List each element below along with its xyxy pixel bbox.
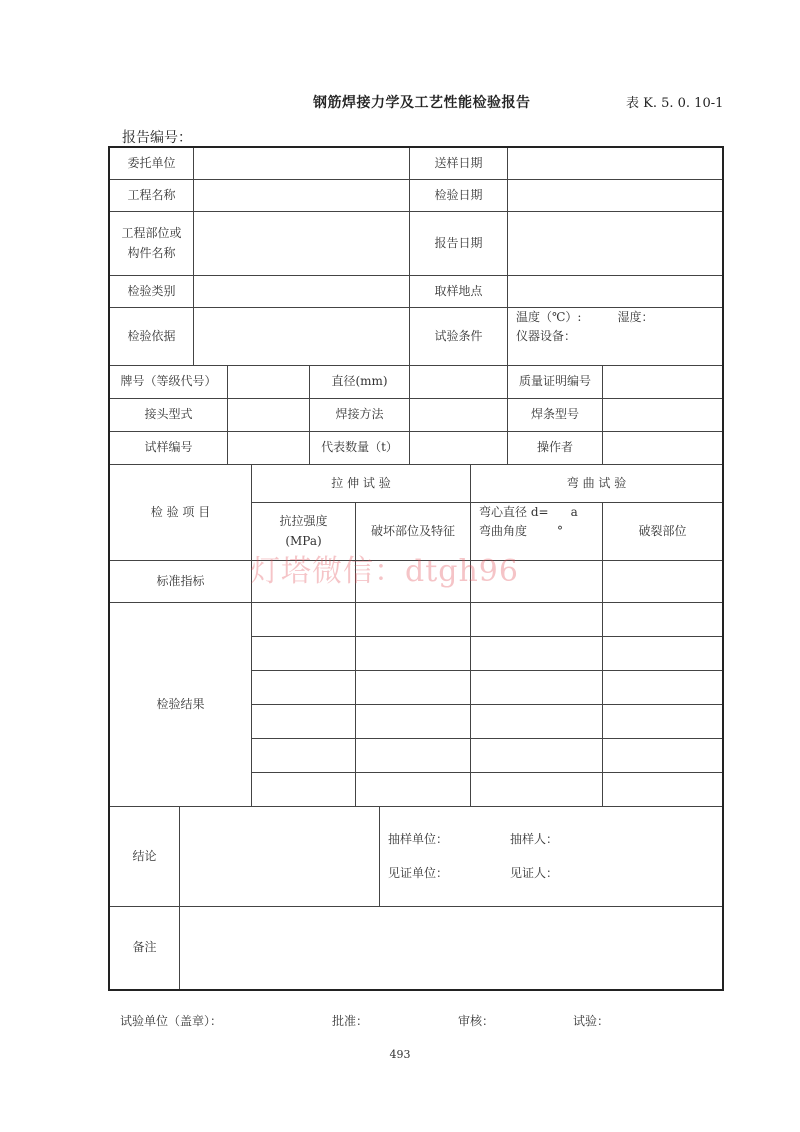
result-cell[interactable] [603, 637, 722, 671]
result-cell[interactable] [471, 739, 603, 773]
bend-angle-label: 弯曲角度 [479, 524, 528, 539]
grade-label: 牌号（等级代号） [110, 366, 228, 399]
electrode-label: 焊条型号 [508, 399, 603, 432]
send-date-label: 送样日期 [410, 148, 508, 180]
quality-cert-field[interactable] [603, 366, 722, 399]
result-cell[interactable] [252, 705, 356, 739]
result-cell[interactable] [603, 603, 722, 637]
result-cell[interactable] [252, 637, 356, 671]
rep-qty-label: 代表数量（t） [310, 432, 410, 465]
mandrel-label: 弯心直径 d= [479, 505, 549, 519]
fracture-position-header: 破坏部位及特征 [356, 503, 471, 561]
humidity-label: 湿度： [617, 310, 654, 324]
witness-unit-label: 见证单位： [388, 865, 449, 880]
result-cell[interactable] [356, 773, 471, 807]
sampling-site-field[interactable] [508, 276, 722, 308]
test-category-label: 检验类别 [110, 276, 194, 308]
result-cell[interactable] [471, 637, 603, 671]
degree-unit: ° [557, 524, 564, 539]
env-conditions [516, 308, 653, 327]
crack-position-header: 破裂部位 [603, 503, 722, 561]
quality-cert-label: 质量证明编号 [508, 366, 603, 399]
test-basis-label: 检验依据 [110, 308, 194, 366]
part-label-line2: 构件名称 [127, 245, 176, 260]
result-cell[interactable] [471, 671, 603, 705]
project-name-field[interactable] [194, 180, 410, 212]
report-number-label: 报告编号： [122, 130, 192, 146]
sampling-unit-label: 抽样单位： [388, 832, 449, 847]
result-cell[interactable] [471, 705, 603, 739]
conclusion-sign-area [380, 807, 722, 907]
witness-row [388, 864, 558, 883]
bend-test-header: 弯 曲 试 验 [471, 465, 722, 503]
watermark: 灯塔微信：dtgh96 [250, 554, 519, 589]
temperature-label: 温度（℃）: [516, 310, 582, 324]
test-date-label: 检验日期 [410, 180, 508, 212]
tester-label: 试验： [573, 1014, 610, 1028]
grade-field[interactable] [228, 366, 310, 399]
result-cell[interactable] [603, 739, 722, 773]
result-cell[interactable] [356, 739, 471, 773]
lab-stamp-label: 试验单位（盖章）： [120, 1014, 223, 1028]
approve-label: 批准： [332, 1014, 369, 1028]
form-title: 钢筋焊接力学及工艺性能检验报告 [313, 95, 531, 111]
mandrel-row [479, 503, 578, 522]
sample-no-label: 试样编号 [110, 432, 228, 465]
client-label: 委托单位 [110, 148, 194, 180]
result-cell[interactable] [603, 773, 722, 807]
test-date-field[interactable] [508, 180, 722, 212]
standard-crack-cell[interactable] [603, 561, 722, 603]
sampling-site-label: 取样地点 [410, 276, 508, 308]
report-date-field[interactable] [508, 212, 722, 276]
weld-method-field[interactable] [410, 399, 508, 432]
diameter-label: 直径(mm) [310, 366, 410, 399]
result-cell[interactable] [471, 773, 603, 807]
result-cell[interactable] [603, 705, 722, 739]
table-number: 表 K. 5. 0. 10-1 [626, 96, 724, 111]
result-cell[interactable] [252, 671, 356, 705]
sign-rows [388, 830, 558, 882]
weld-method-label: 焊接方法 [310, 399, 410, 432]
part-field[interactable] [194, 212, 410, 276]
client-field[interactable] [194, 148, 410, 180]
send-date-field[interactable] [508, 148, 722, 180]
witness-label: 见证人： [510, 865, 559, 880]
test-category-field[interactable] [194, 276, 410, 308]
report-date-label: 报告日期 [410, 212, 508, 276]
result-cell[interactable] [252, 603, 356, 637]
tensile-test-header: 拉 伸 试 验 [252, 465, 471, 503]
mandrel-unit: a [570, 505, 578, 519]
results-label: 检验结果 [110, 603, 252, 807]
tensile-strength-line1: 抗拉强度 [279, 514, 328, 529]
result-cell[interactable] [356, 671, 471, 705]
remarks-label: 备注 [110, 907, 180, 989]
result-cell[interactable] [252, 739, 356, 773]
result-cell[interactable] [356, 603, 471, 637]
sampler-label: 抽样人： [510, 832, 559, 847]
review-label: 审核： [458, 1014, 495, 1028]
sampling-row [388, 830, 558, 849]
result-cell[interactable] [603, 671, 722, 705]
part-label-line1: 工程部位或 [121, 226, 182, 241]
project-name-label: 工程名称 [110, 180, 194, 212]
conclusion-label: 结论 [110, 807, 180, 907]
standard-label: 标准指标 [110, 561, 252, 603]
test-basis-field[interactable] [194, 308, 410, 366]
page-number: 493 [389, 1048, 411, 1061]
result-cell[interactable] [252, 773, 356, 807]
part-label [110, 212, 194, 276]
joint-type-field[interactable] [228, 399, 310, 432]
sample-no-field[interactable] [228, 432, 310, 465]
operator-label: 操作者 [508, 432, 603, 465]
diameter-field[interactable] [410, 366, 508, 399]
tensile-strength-line2: (MPa) [285, 533, 322, 548]
result-cell[interactable] [356, 637, 471, 671]
operator-field[interactable] [603, 432, 722, 465]
result-cell[interactable] [356, 705, 471, 739]
electrode-field[interactable] [603, 399, 722, 432]
rep-qty-field[interactable] [410, 432, 508, 465]
instrument-label: 仪器设备： [516, 329, 577, 344]
test-conditions-field[interactable] [508, 308, 722, 366]
remarks-field[interactable] [180, 907, 722, 989]
test-conditions-label: 试验条件 [410, 308, 508, 366]
bend-angle-row [479, 522, 563, 541]
test-items-label: 检 验 项 目 [110, 465, 252, 561]
result-cell[interactable] [471, 603, 603, 637]
conclusion-field[interactable] [180, 807, 380, 907]
joint-type-label: 接头型式 [110, 399, 228, 432]
